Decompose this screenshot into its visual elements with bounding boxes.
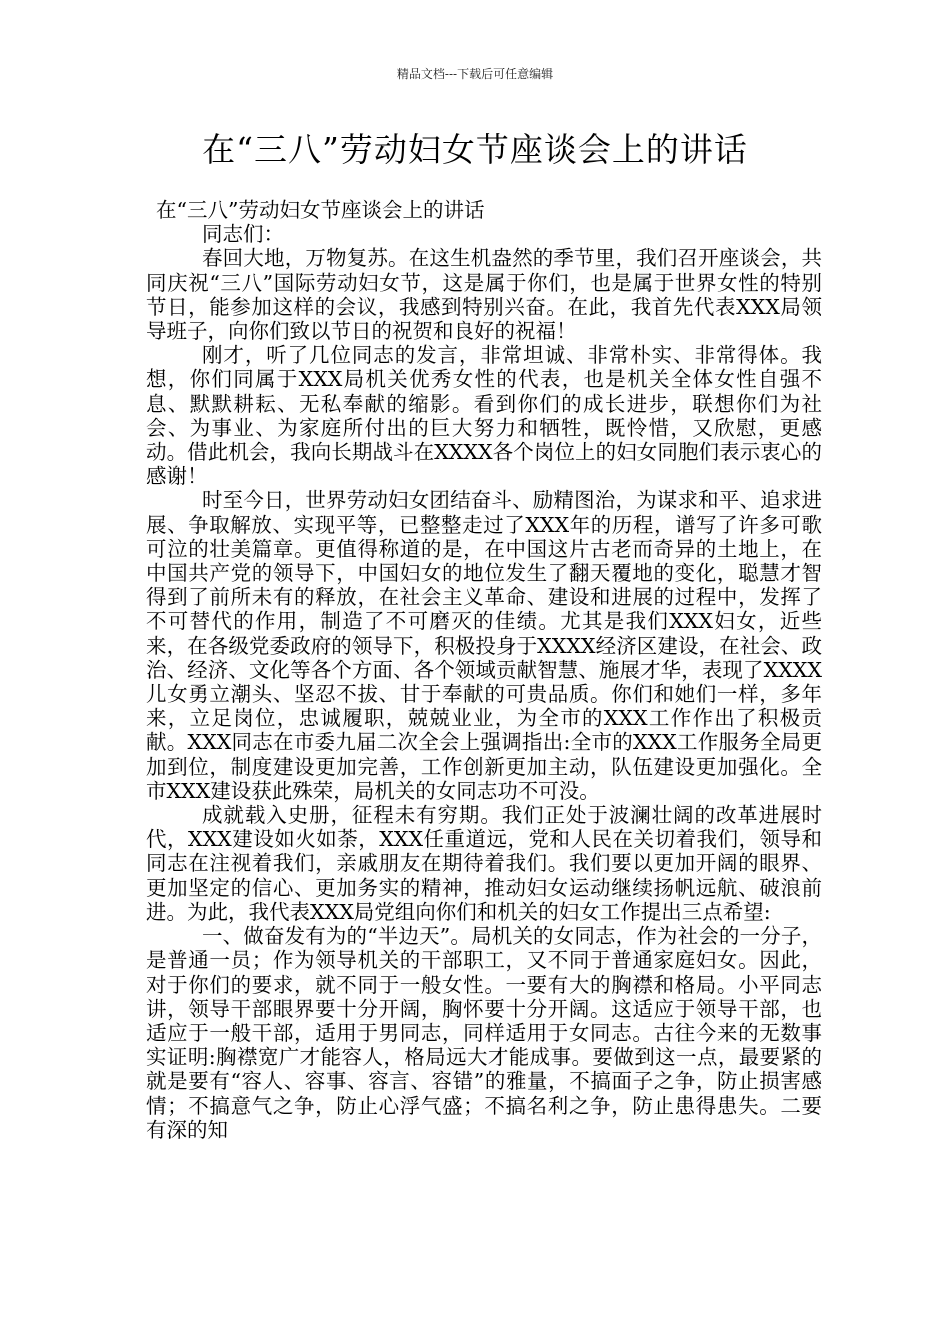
- paragraph: 一、做奋发有为的“半边天”。局机关的女同志，作为社会的一分子，是普通一员；作为领导机关的干部职工，又不同于普通家庭妇女。因此，对于你们的要求，就不同于一般女性。一要有大的胸襟和格局。小平同志讲，领导干部眼界要十分开阔，胸怀要十分开阔。这适应于领导干部，也适应于一般干部，适用于男同志，同样适用于女同志。古往今来的无数事实证明:胸襟宽广才能容人，格局远大才能成事。要做到这一点，最要紧的就是要有“容人、容事、容言、容错”的雅量，不搞面子之争，防止损害感情；不搞意气之争，防止心浮气盛；不搞名利之争，防止患得患失。二要有深的知: [146, 924, 822, 1142]
- document-body: [146, 198, 822, 1142]
- document-title: 在“三八”劳动妇女节座谈会上的讲话: [202, 130, 748, 169]
- salutation: 同志们：: [202, 222, 284, 247]
- paragraph: 刚才，听了几位同志的发言，非常坦诚、非常朴实、非常得体。我想，你们同属于XXX局机关优秀女性的代表，也是机关全体女性自强不息、默默耕耘、无私奉献的缩影。看到你们的成长进步，联想你们为社会、为事业、为家庭所付出的巨大努力和牺牲，既怜惜，又欣慰，更感动。借此机会，我向长期战斗在XXXX各个岗位上的妇女同胞们表示衷心的感谢！: [146, 343, 822, 489]
- document-subtitle: 在“三八”劳动妇女节座谈会上的讲话: [156, 198, 485, 222]
- paragraph: 成就载入史册，征程未有穷期。我们正处于波澜壮阔的改革进展时代，XXX建设如火如荼，XXX任重道远，党和人民在关切着我们，领导和同志在注视着我们，亲戚朋友在期待着我们。我们要以更加开阔的眼界、更加坚定的信心、更加务实的精神，推动妇女运动继续扬帆远航、破浪前进。为此，我代表XXX局党组向你们和机关的妇女工作提出三点希望:: [146, 803, 822, 924]
- paragraph: 春回大地，万物复苏。在这生机盎然的季节里，我们召开座谈会，共同庆祝“三八”国际劳动妇女节，这是属于你们，也是属于世界女性的特别节日，能参加这样的会议，我感到特别兴奋。在此，我首先代表XXX局领导班子，向你们致以节日的祝贺和良好的祝福！: [146, 246, 822, 344]
- paragraph: 时至今日，世界劳动妇女团结奋斗、励精图治，为谋求和平、追求进展、争取解放、实现平等，已整整走过了XXX年的历程，谱写了许多可歌可泣的壮美篇章。更值得称道的是，在中国这片古老而奇异的土地上，在中国共产党的领导下，中国妇女的地位发生了翻天覆地的变化，聪慧才智得到了前所未有的释放，在社会主义革命、建设和进展的过程中，发挥了不可替代的作用，制造了不可磨灭的佳绩。尤其是我们XXX妇女，近些来，在各级党委政府的领导下，积极投身于XXXX经济区建设，在社会、政治、经济、文化等各个方面、各个领域贡献智慧、施展才华，表现了XXXX儿女勇立潮头、坚忍不拔、甘于奉献的可贵品质。你们和她们一样，多年来，立足岗位，忠诚履职，兢兢业业，为全市的XXX工作作出了积极贡献。XXX同志在市委九届二次全会上强调指出:全市的XXX工作服务全局更加到位，制度建设更加完善，工作创新更加主动，队伍建设更加强化。全市XXX建设获此殊荣，局机关的女同志功不可没。: [146, 488, 822, 803]
- page-header: 精品文档---下载后可任意编辑: [396, 67, 554, 81]
